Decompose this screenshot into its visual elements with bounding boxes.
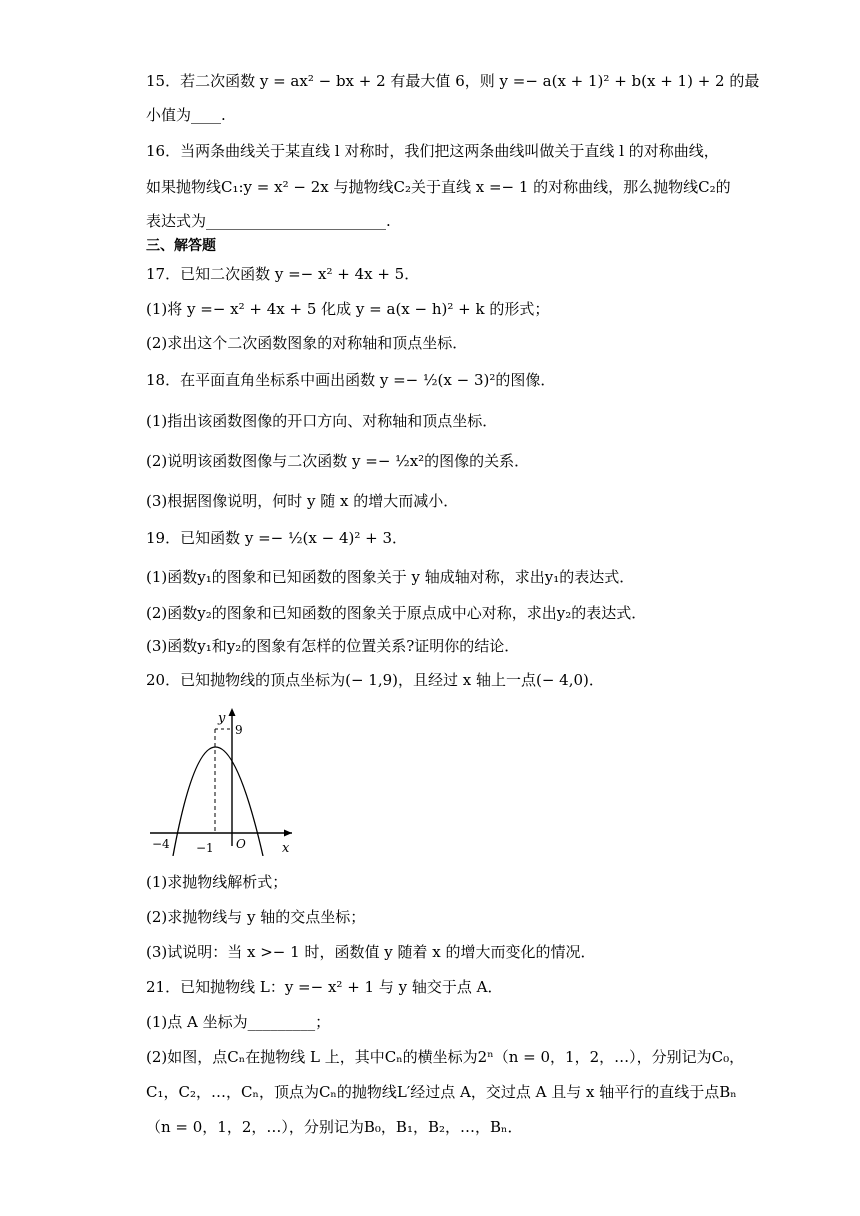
q17-part-1: (1)将 y =− x² + 4x + 5 化成 y = a(x − h)² + k 的形式；	[146, 300, 550, 318]
q20-stem: 20．已知抛物线的顶点坐标为(− 1,9)，且经过 x 轴上一点(− 4,0)．	[146, 671, 604, 689]
q21-part-2-line-1: (2)如图，点Cₙ在抛物线 L 上，其中Cₙ的横坐标为2ⁿ（n = 0，1，2，…），分别记为C₀，	[146, 1048, 745, 1066]
label-neg4: −4	[152, 837, 170, 851]
section-heading: 三、解答题	[146, 238, 216, 254]
label-neg1: −1	[196, 841, 214, 855]
label-origin: O	[236, 837, 246, 851]
q19-stem: 19．已知函数 y =− ½(x − 4)² + 3．	[146, 529, 408, 547]
q19-part-3: (3)函数y₁和y₂的图象有怎样的位置关系?证明你的结论．	[146, 637, 520, 655]
q18-part-1: (1)指出该函数图像的开口方向、对称轴和顶点坐标．	[146, 412, 498, 430]
q20-part-3: (3)试说明：当 x >− 1 时，函数值 y 随着 x 的增大而变化的情况．	[146, 943, 596, 961]
q20-part-1: (1)求抛物线解析式；	[146, 873, 288, 891]
label-9: 9	[235, 723, 243, 737]
y-label: y	[218, 711, 226, 726]
q16-line-3: 表达式为________________________.	[146, 212, 391, 230]
q20-part-2: (2)求抛物线与 y 轴的交点坐标；	[146, 908, 366, 926]
q16-line-2: 如果抛物线C₁:y = x² − 2x 与抛物线C₂关于直线 x =− 1 的对称曲线，那么抛物线C₂的	[146, 178, 731, 196]
q16-line-1: 16．当两条曲线关于某直线 l 对称时，我们把这两条曲线叫做关于直线 l 的对称曲线，	[146, 142, 719, 160]
q21-part-2-line-3: （n = 0，1，2，…），分别记为B₀，B₁，B₂，…，Bₙ．	[146, 1118, 523, 1136]
x-label: x	[282, 841, 290, 856]
q19-part-2: (2)函数y₂的图象和已知函数的图象关于原点成中心对称，求出y₂的表达式．	[146, 604, 647, 622]
y-axis-arrow	[229, 708, 236, 716]
q18-stem: 18．在平面直角坐标系中画出函数 y =− ½(x − 3)²的图像．	[146, 371, 556, 389]
x-axis-arrow	[284, 830, 292, 837]
q18-part-2: (2)说明该函数图像与二次函数 y =− ½x²的图像的关系．	[146, 452, 530, 470]
q21-part-2-line-2: C₁，C₂，…，Cₙ，顶点为Cₙ的抛物线L′经过点 A，交过点 A 且与 x 轴平行的直线于点Bₙ	[146, 1083, 737, 1101]
q18-part-3: (3)根据图像说明，何时 y 随 x 的增大而减小．	[146, 492, 459, 510]
q21-part-1: (1)点 A 坐标为_________；	[146, 1013, 331, 1031]
q17-part-2: (2)求出这个二次函数图象的对称轴和顶点坐标．	[146, 334, 468, 352]
q15-line-2: 小值为____.	[146, 106, 226, 124]
q21-stem: 21．已知抛物线 L：y =− x² + 1 与 y 轴交于点 A．	[146, 978, 503, 996]
parabola-curve	[173, 747, 263, 856]
q19-part-1: (1)函数y₁的图象和已知函数的图象关于 y 轴成轴对称，求出y₁的表达式．	[146, 568, 635, 586]
q17-stem: 17．已知二次函数 y =− x² + 4x + 5．	[146, 265, 420, 283]
q15-line-1: 15．若二次函数 y = ax² − bx + 2 有最大值 6，则 y =− a(x + 1)² + b(x + 1) + 2 的最	[146, 72, 760, 90]
parabola-figure	[146, 706, 296, 856]
